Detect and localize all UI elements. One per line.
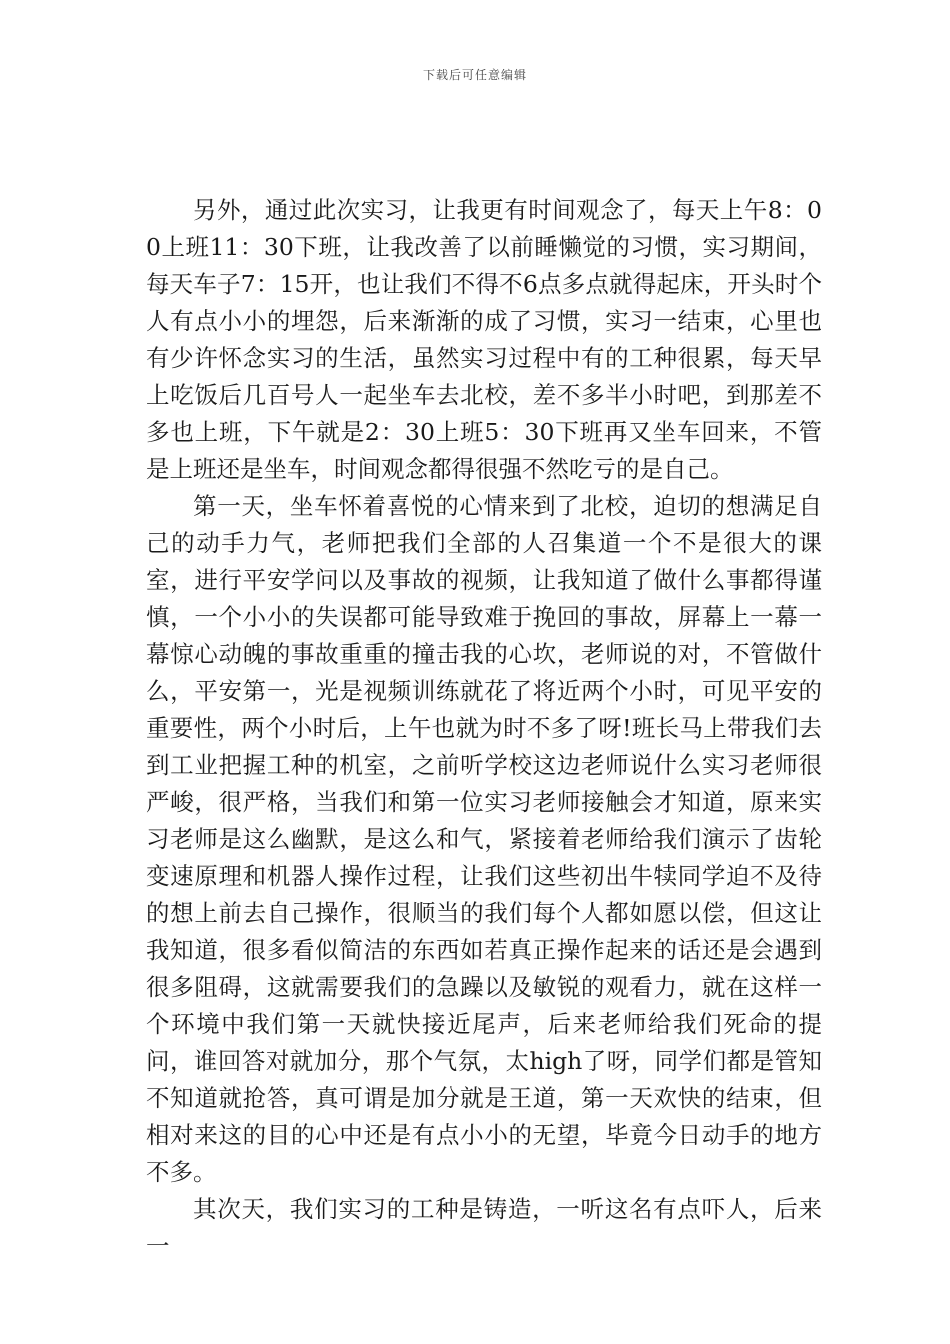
paragraph-second-day: 其次天，我们实习的工种是铸造，一听这名有点吓人，后来一 [146,1195,822,1260]
paragraph-time-concept: 另外，通过此次实习，让我更有时间观念了，每天上午8：00上班11：30下班，让我改善了以前睡懒觉的习惯，实习期间，每天车子7：15开，也让我们不得不6点多点就得起床，开头时个人有点小小的埋怨，后来渐渐的成了习惯，实习一结束，心里也有少许怀念实习的生活，虽然实习过程中有的工种很累，每天早上吃饭后几百号人一起坐车去北校，差不多半小时吧，到那差不多也上班，下午就是2：30上班5：30下班再又坐车回来，不管是上班还是坐车，时间观念都得很强不然吃亏的是自己。 [146,196,822,483]
document-body [146,192,822,1265]
paragraph-first-day: 第一天，坐车怀着喜悦的心情来到了北校，迫切的想满足自己的动手力气，老师把我们全部的人召集道一个不是很大的课室，进行平安学问以及事故的视频，让我知道了做什么事都得谨慎，一个小小的失误都可能导致难于挽回的事故，屏幕上一幕一幕惊心动魄的事故重重的撞击我的心坎，老师说的对，不管做什么，平安第一，光是视频训练就花了将近两个小时，可见平安的重要性，两个小时后，上午也就为时不多了呀!班长马上带我们去到工业把握工种的机室，之前听学校这边老师说什么实习老师很严峻，很严格，当我们和第一位实习老师接触会才知道，原来实习老师是这么幽默，是这么和气，紧接着老师给我们演示了齿轮变速原理和机器人操作过程，让我们这些初出牛犊同学迫不及待的想上前去自己操作，很顺当的我们每个人都如愿以偿，但这让我知道，很多看似简洁的东西如若真正操作起来的话还是会遇到很多阻碍，这就需要我们的急躁以及敏锐的观看力，就在这样一个环境中我们第一天就快接近尾声，后来老师给我们死命的提问，谁回答对就加分，那个气氛，太high了呀，同学们都是管知不知道就抢答，真可谓是加分就是王道，第一天欢快的结束，但相对来这的目的心中还是有点小小的无望，毕竟今日动手的地方不多。 [146,492,822,1186]
page-header: 下载后可任意编辑 [422,68,527,82]
